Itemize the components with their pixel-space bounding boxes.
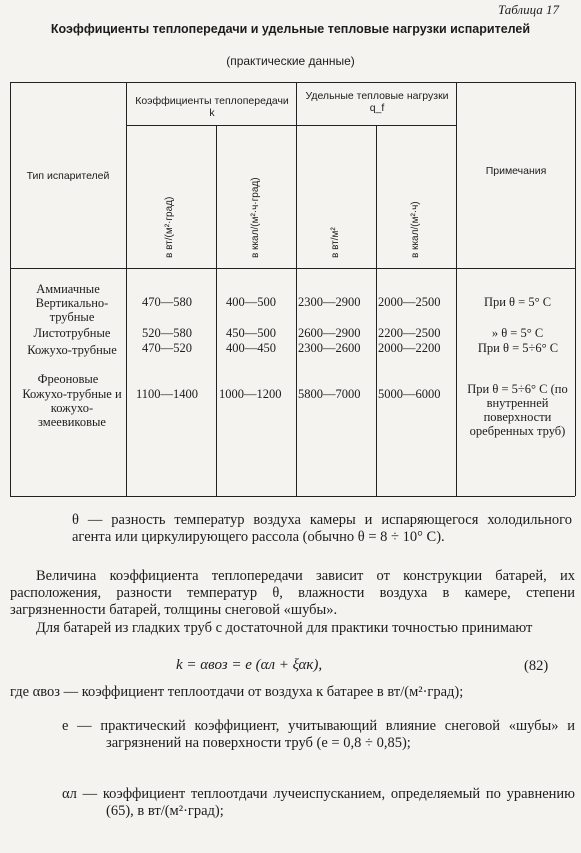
row1-q-si: 2300—2900 (298, 295, 361, 309)
header-k-si: в вт/(м²·град) (164, 196, 175, 258)
col-border (126, 82, 127, 496)
where-alpha-l: αл — коэффициент теплоотдачи лучеиспусканием, определяемый по уравнению (65), в вт/(м²·град); (62, 786, 575, 819)
group-ammonia: Аммиачные (36, 282, 100, 296)
row4-q-si: 5800—7000 (298, 387, 361, 401)
equation-number: (82) (524, 658, 549, 674)
row4-k-old: 1000—1200 (219, 387, 282, 401)
row4-k-si: 1100—1400 (136, 387, 199, 401)
paragraph-1: Величина коэффициента теплопередачи зависит от конструкции батарей, их расположения, разности температур θ, влажности воздуха в камере, степени загрязненности батарей, толщины снеговой «шубы». (10, 568, 575, 618)
row3-q-old: 2000—2200 (378, 341, 441, 355)
where-alpha-voz: где αвоз — коэффициент теплоотдачи от воздуха к батарее в вт/(м²·град); (10, 684, 464, 700)
col-border (10, 82, 11, 496)
header-notes: Примечания (485, 165, 547, 177)
header-q-si: в вт/м² (330, 227, 341, 258)
row3-k-old: 400—450 (226, 341, 276, 355)
row2-k-old: 450—500 (226, 326, 276, 340)
group-freon: Фреоновые (37, 372, 99, 386)
col-border (376, 125, 377, 496)
table-bottom-rule (10, 496, 575, 497)
row3-note: При θ = 5÷6° С (477, 341, 559, 355)
col-border (575, 82, 576, 496)
header-k-old: в ккал/(м²·ч·град) (250, 177, 261, 258)
header-bottom-rule (10, 268, 575, 269)
type-vertical-tube: Вертикально-трубные (35, 296, 109, 324)
type-shell-coil: Кожухо-трубные и кожухо-змеевиковые (22, 387, 122, 429)
theta-definition: θ — разность температур воздуха камеры и испаряющегося холодильного агента или циркулирующего рассола (обычно θ = 8 ÷ 10° С). (72, 512, 572, 545)
row3-q-si: 2300—2600 (298, 341, 361, 355)
col-border (296, 82, 297, 496)
table-number: Таблица 17 (497, 2, 559, 17)
header-q-group: Удельные тепловые нагрузки q_f (305, 90, 449, 114)
table-subtitle: (практические данные) (226, 54, 355, 68)
row4-note: При θ = 5÷6° С (по внутренней поверхности оребренных труб) (467, 382, 568, 438)
row1-q-old: 2000—2500 (378, 295, 441, 309)
row3-k-si: 470—520 (142, 341, 192, 355)
col-border (456, 82, 457, 496)
row1-k-si: 470—580 (142, 295, 192, 309)
type-shell-tube: Кожухо-трубные (27, 343, 117, 357)
header-q-old: в ккал/(м²·ч) (410, 201, 421, 258)
row2-k-si: 520—580 (142, 326, 192, 340)
row4-q-old: 5000—6000 (378, 387, 441, 401)
header-group-rule (126, 125, 456, 126)
row1-note: При θ = 5° С (483, 295, 552, 309)
equation-82: k = αвоз = e (αл + ξαк), (176, 657, 323, 673)
table-top-rule (10, 82, 575, 83)
paragraph-2: Для батарей из гладких труб с достаточной для практики точностью принимают (36, 620, 533, 636)
header-type: Тип испарителей (26, 170, 110, 182)
row2-note: » θ = 5° С (491, 326, 544, 340)
header-k-group: Коэффициенты теплопередачи k (135, 95, 289, 119)
row2-q-old: 2200—2500 (378, 326, 441, 340)
type-sheet-tube: Листотрубные (33, 326, 111, 340)
col-border (216, 125, 217, 496)
row1-k-old: 400—500 (226, 295, 276, 309)
row2-q-si: 2600—2900 (298, 326, 361, 340)
table-title: Коэффициенты теплопередачи и удельные тепловые нагрузки испарителей (50, 22, 531, 36)
where-e: e — практический коэффициент, учитывающий влияние снеговой «шубы» и загрязнений на поверхности труб (e = 0,8 ÷ 0,85); (62, 718, 575, 751)
